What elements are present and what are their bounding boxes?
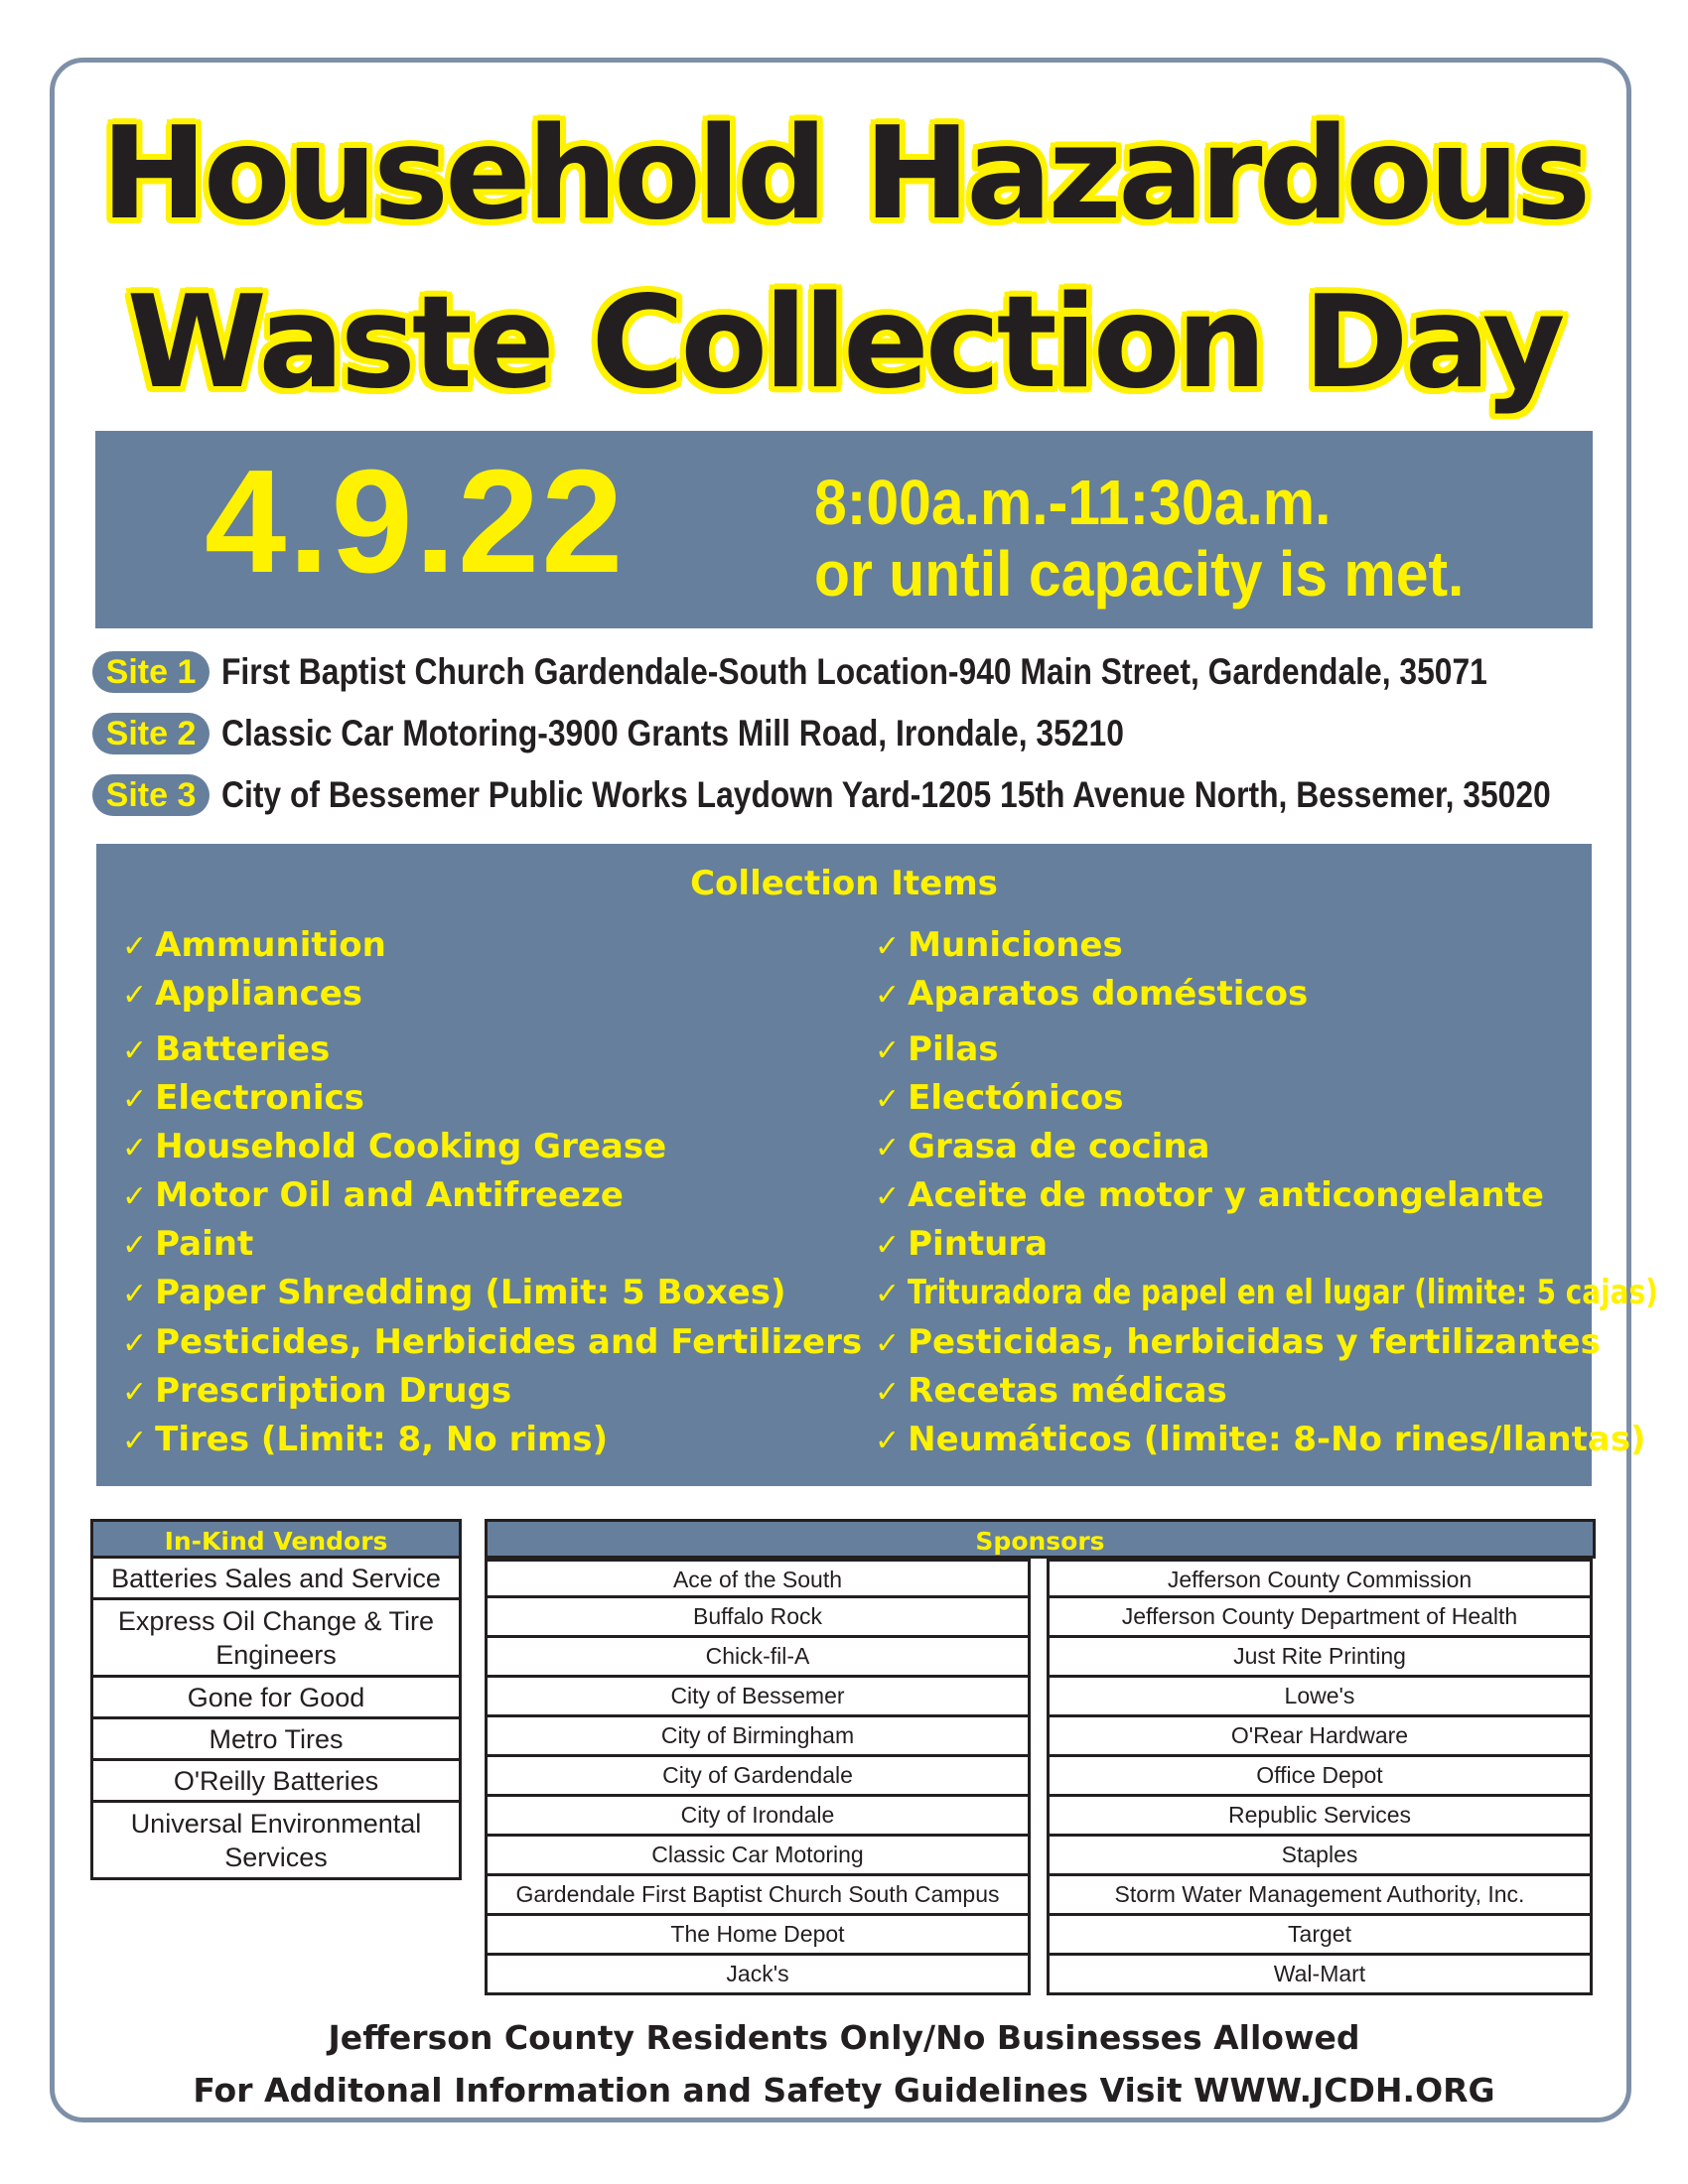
sponsor-row: City of Gardendale [485, 1757, 1031, 1797]
check-icon: ✓ [122, 1033, 148, 1068]
item-en: ✓ Paint [122, 1224, 254, 1264]
item-es: ✓ Aceite de motor y anticongelante [875, 1175, 1544, 1215]
sponsors-column-right [1047, 1559, 1593, 1995]
title-line-2: Waste Collection Day [126, 269, 1562, 417]
check-icon: ✓ [875, 1131, 901, 1165]
sponsor-row: Ace of the South [485, 1559, 1031, 1598]
check-icon: ✓ [875, 1082, 901, 1117]
capacity-note: or until capacity is met. [814, 538, 1465, 610]
vendor-row: Metro Tires [90, 1719, 462, 1761]
site-1-address: First Baptist Church Gardendale-South Location-940 Main Street, Gardendale, 35071 [221, 651, 1487, 692]
sponsor-row: O'Rear Hardware [1047, 1717, 1593, 1757]
check-icon: ✓ [122, 1131, 148, 1165]
item-es: ✓ Pesticidas, herbicidas y fertilizantes [875, 1322, 1601, 1362]
sponsor-row: Wal-Mart [1047, 1956, 1593, 1995]
check-icon: ✓ [875, 1375, 901, 1410]
sponsor-row: Classic Car Motoring [485, 1837, 1031, 1876]
item-es: ✓ Recetas médicas [875, 1371, 1227, 1411]
info-website-notice: For Additonal Information and Safety Guidelines Visit WWW.JCDH.ORG [193, 2071, 1495, 2110]
sponsor-row: Jefferson County Commission [1047, 1559, 1593, 1598]
sponsor-row: City of Irondale [485, 1797, 1031, 1837]
check-icon: ✓ [875, 1179, 901, 1214]
collection-items-box [96, 844, 1658, 1486]
check-icon: ✓ [122, 1375, 148, 1410]
item-es: ✓ Neumáticos (limite: 8-No rines/llantas) [875, 1420, 1646, 1459]
check-icon: ✓ [875, 1033, 901, 1068]
sponsor-row: City of Birmingham [485, 1717, 1031, 1757]
collection-items-heading: Collection Items [690, 864, 998, 903]
item-es: ✓ Grasa de cocina [875, 1127, 1210, 1166]
item-en: ✓ Motor Oil and Antifreeze [122, 1175, 624, 1215]
sponsors-column-left [485, 1559, 1031, 1995]
item-en: ✓ Prescription Drugs [122, 1371, 512, 1411]
vendors-heading: In-Kind Vendors [90, 1519, 462, 1559]
in-kind-vendors-table [90, 1519, 462, 1880]
sponsor-row: Republic Services [1047, 1797, 1593, 1837]
sponsor-row: The Home Depot [485, 1916, 1031, 1956]
event-date: 4.9.22 [205, 440, 626, 604]
sponsor-row: Lowe's [1047, 1678, 1593, 1717]
vendor-row: Express Oil Change & Tire Engineers [90, 1600, 462, 1678]
sponsor-row: Gardendale First Baptist Church South Campus [485, 1876, 1031, 1916]
item-en: ✓ Appliances [122, 974, 363, 1014]
item-en: ✓ Electronics [122, 1078, 364, 1118]
item-es: ✓ Pilas [875, 1029, 999, 1069]
item-es: ✓ Aparatos domésticos [875, 974, 1309, 1014]
sponsor-row: Just Rite Printing [1047, 1638, 1593, 1678]
check-icon: ✓ [122, 1424, 148, 1458]
title-line-1: Household Hazardous [100, 100, 1588, 248]
site-2-address: Classic Car Motoring-3900 Grants Mill Road, Irondale, 35210 [221, 713, 1124, 753]
vendor-row: O'Reilly Batteries [90, 1761, 462, 1803]
check-icon: ✓ [122, 978, 148, 1013]
item-en: ✓ Batteries [122, 1029, 331, 1069]
check-icon: ✓ [875, 1424, 901, 1458]
sponsors-heading: Sponsors [485, 1519, 1596, 1559]
event-time: 8:00a.m.-11:30a.m. [814, 467, 1332, 538]
sponsor-row: Chick-fil-A [485, 1638, 1031, 1678]
sponsor-row: Storm Water Management Authority, Inc. [1047, 1876, 1593, 1916]
item-en: ✓ Ammunition [122, 925, 386, 965]
item-en: ✓ Household Cooking Grease [122, 1127, 667, 1166]
check-icon: ✓ [875, 1228, 901, 1263]
vendor-row: Batteries Sales and Service [90, 1559, 462, 1600]
vendor-row: Gone for Good [90, 1678, 462, 1719]
sponsor-row: Office Depot [1047, 1757, 1593, 1797]
item-es: ✓ Pintura [875, 1224, 1049, 1264]
sponsor-row: Buffalo Rock [485, 1598, 1031, 1638]
check-icon: ✓ [122, 1277, 148, 1311]
site-3-label: Site 3 [92, 774, 210, 816]
vendor-row: Universal Environmental Services [90, 1803, 462, 1880]
item-en: ✓ Paper Shredding (Limit: 5 Boxes) [122, 1273, 786, 1312]
item-es: ✓ Electónicos [875, 1078, 1124, 1118]
sponsor-row: Staples [1047, 1837, 1593, 1876]
item-en: ✓ Pesticides, Herbicides and Fertilizers [122, 1322, 863, 1362]
sponsor-row: Jefferson County Department of Health [1047, 1598, 1593, 1638]
sponsor-row: City of Bessemer [485, 1678, 1031, 1717]
item-es: ✓ Municiones [875, 925, 1123, 965]
item-es: ✓ Trituradora de papel en el lugar (limite: 5 cajas) [875, 1273, 1658, 1312]
site-3-address: City of Bessemer Public Works Laydown Yard-1205 15th Avenue North, Bessemer, 35020 [221, 774, 1551, 815]
sponsor-row: Jack's [485, 1956, 1031, 1995]
residents-only-notice: Jefferson County Residents Only/No Businesses Allowed [328, 2018, 1360, 2057]
check-icon: ✓ [122, 1179, 148, 1214]
item-en: ✓ Tires (Limit: 8, No rims) [122, 1420, 609, 1459]
date-banner [95, 431, 1593, 628]
check-icon: ✓ [122, 1082, 148, 1117]
check-icon: ✓ [122, 1228, 148, 1263]
check-icon: ✓ [875, 1277, 901, 1311]
check-icon: ✓ [875, 1326, 901, 1361]
site-1-label: Site 1 [92, 651, 210, 693]
sponsor-row: Target [1047, 1916, 1593, 1956]
site-2-label: Site 2 [92, 713, 210, 754]
check-icon: ✓ [875, 978, 901, 1013]
check-icon: ✓ [875, 929, 901, 964]
check-icon: ✓ [122, 1326, 148, 1361]
check-icon: ✓ [122, 929, 148, 964]
